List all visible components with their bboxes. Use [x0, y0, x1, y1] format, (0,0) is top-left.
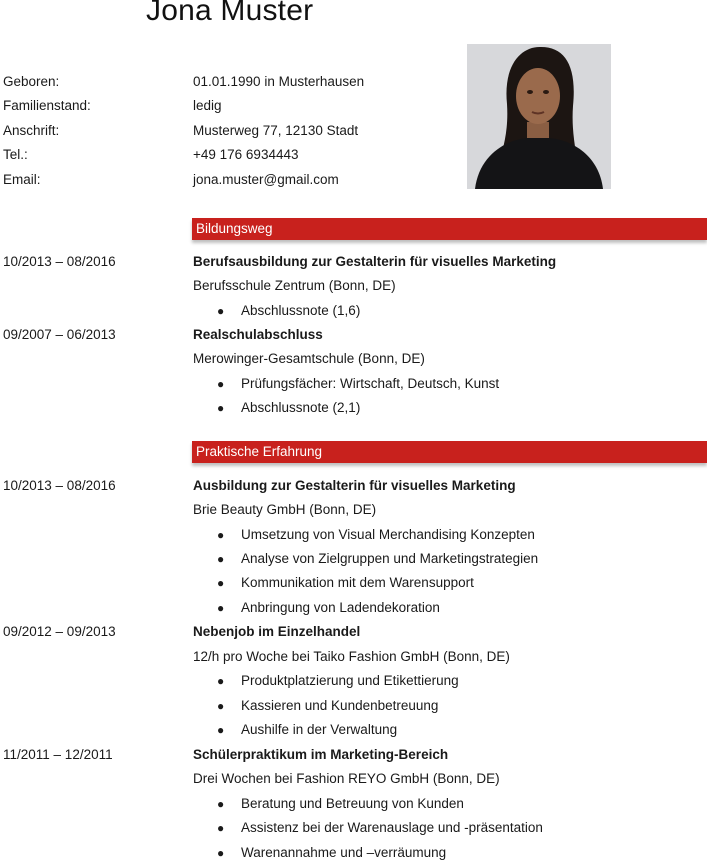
- experience-entry-header: [3, 745, 703, 765]
- name-heading: Jona Muster: [146, 0, 314, 27]
- education-entry-subtitle: [3, 349, 703, 369]
- bullet-item: [3, 573, 703, 593]
- section-header-education: [192, 218, 707, 240]
- education-entry-header: [3, 325, 703, 345]
- bullet-icon: ●: [217, 576, 225, 590]
- info-label: Familienstand:: [3, 98, 91, 113]
- bullet-icon: ●: [217, 821, 225, 835]
- bullet-text: Abschlussnote (1,6): [241, 303, 361, 318]
- entry-date: 10/2013 – 08/2016: [3, 254, 116, 269]
- bullet-item: [3, 301, 703, 321]
- bullet-text: Beratung und Betreuung von Kunden: [241, 796, 464, 811]
- entry-date: 11/2011 – 12/2011: [3, 747, 113, 762]
- bullet-icon: ●: [217, 699, 225, 713]
- bullet-icon: ●: [217, 528, 225, 542]
- entry-subtitle: 12/h pro Woche bei Taiko Fashion GmbH (Bonn, DE): [193, 649, 510, 664]
- portrait-photo: [467, 44, 611, 189]
- bullet-item: [3, 696, 703, 716]
- bullet-item: [3, 843, 703, 863]
- bullet-icon: ●: [217, 723, 225, 737]
- bullet-text: Warenannahme und –verräumung: [241, 845, 447, 860]
- bullet-item: [3, 794, 703, 814]
- bullet-text: Prüfungsfächer: Wirtschaft, Deutsch, Kunst: [241, 376, 500, 391]
- bullet-item: [3, 398, 703, 418]
- experience-entry-subtitle: [3, 769, 703, 789]
- bullet-text: Abschlussnote (2,1): [241, 400, 361, 415]
- bullet-icon: ●: [217, 552, 225, 566]
- info-value: jona.muster@gmail.com: [193, 172, 339, 187]
- bullet-icon: ●: [217, 601, 225, 615]
- info-value: ledig: [193, 98, 222, 113]
- bullet-icon: ●: [217, 401, 225, 415]
- experience-entry-subtitle: [3, 647, 703, 667]
- education-entry-header: [3, 252, 703, 272]
- experience-entry-subtitle: [3, 500, 703, 520]
- bullet-text: Aushilfe in der Verwaltung: [241, 722, 398, 737]
- bullet-item: [3, 598, 703, 618]
- entry-title: Realschulabschluss: [193, 327, 323, 342]
- entry-title: Berufsausbildung zur Gestalterin für visuelles Marketing: [193, 254, 557, 269]
- bullet-icon: ●: [217, 674, 225, 688]
- entry-date: 09/2007 – 06/2013: [3, 327, 116, 342]
- info-value: 01.01.1990 in Musterhausen: [193, 74, 365, 89]
- section-title: Bildungsweg: [196, 221, 273, 236]
- entry-subtitle: Merowinger-Gesamtschule (Bonn, DE): [193, 351, 425, 366]
- info-value: Musterweg 77, 12130 Stadt: [193, 123, 359, 138]
- bullet-item: [3, 671, 703, 691]
- bullet-text: Produktplatzierung und Etikettierung: [241, 673, 459, 688]
- bullet-item: [3, 525, 703, 545]
- bullet-item: [3, 374, 703, 394]
- bullet-text: Anbringung von Ladendekoration: [241, 600, 440, 615]
- bullet-item: [3, 549, 703, 569]
- bullet-icon: ●: [217, 797, 225, 811]
- entry-date: 10/2013 – 08/2016: [3, 478, 116, 493]
- experience-entry-header: [3, 622, 703, 642]
- bullet-text: Analyse von Zielgruppen und Marketingstrategien: [241, 551, 539, 566]
- entry-subtitle: Drei Wochen bei Fashion REYO GmbH (Bonn, DE): [193, 771, 500, 786]
- bullet-text: Umsetzung von Visual Merchandising Konzepten: [241, 527, 535, 542]
- education-entry-subtitle: [3, 276, 703, 296]
- entry-title: Schülerpraktikum im Marketing-Bereich: [193, 747, 449, 762]
- info-label: Anschrift:: [3, 123, 60, 138]
- bullet-text: Assistenz bei der Warenauslage und -präsentation: [241, 820, 543, 835]
- info-label: Tel.:: [3, 147, 28, 162]
- info-value: +49 176 6934443: [193, 147, 299, 162]
- entry-title: Ausbildung zur Gestalterin für visuelles Marketing: [193, 478, 516, 493]
- section-title: Praktische Erfahrung: [196, 444, 323, 459]
- bullet-icon: ●: [217, 304, 225, 318]
- section-header-experience: [192, 441, 707, 463]
- info-label: Email:: [3, 172, 41, 187]
- entry-date: 09/2012 – 09/2013: [3, 624, 116, 639]
- info-label: Geboren:: [3, 74, 60, 89]
- entry-title: Nebenjob im Einzelhandel: [193, 624, 361, 639]
- bullet-item: [3, 818, 703, 838]
- bullet-item: [3, 720, 703, 740]
- bullet-icon: ●: [217, 377, 225, 391]
- bullet-text: Kommunikation mit dem Warensupport: [241, 575, 474, 590]
- bullet-text: Kassieren und Kundenbetreuung: [241, 698, 439, 713]
- bullet-icon: ●: [217, 846, 225, 860]
- experience-entry-header: [3, 476, 703, 496]
- entry-subtitle: Berufsschule Zentrum (Bonn, DE): [193, 278, 396, 293]
- entry-subtitle: Brie Beauty GmbH (Bonn, DE): [193, 502, 377, 517]
